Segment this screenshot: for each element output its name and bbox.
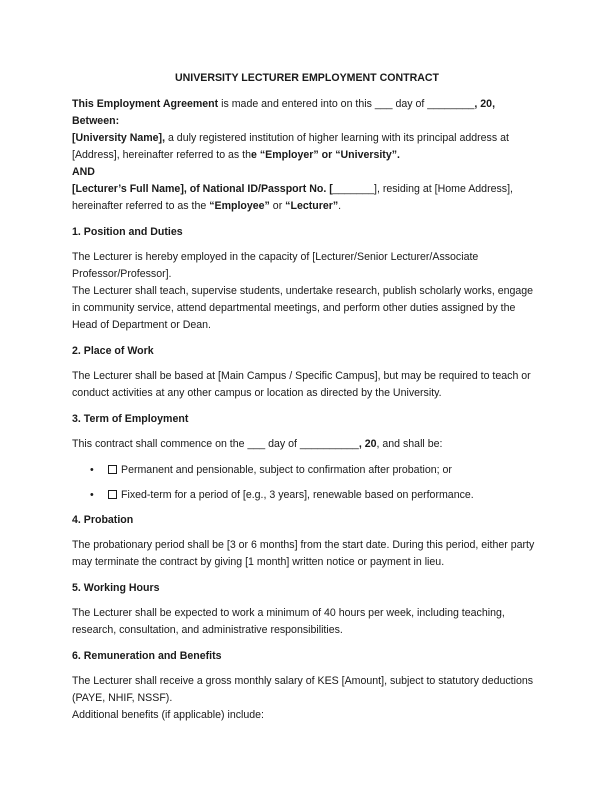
commence-end: , and shall be: [376,438,443,450]
section-5-paragraph-1: The Lecturer shall be expected to work a minimum of 40 hours per week, including teaching, research, consultation, and administrative responsibilities. [72,607,505,636]
checkbox-icon[interactable] [108,490,117,499]
section-2-paragraph-1: The Lecturer shall be based at [Main Campus / Specific Campus], but may be required to teach or conduct activities at any other campus or location as directed by the University. [72,370,531,399]
term-option-label: Permanent and pensionable, subject to confirmation after probation; or [121,464,452,476]
employer-alias: e “Employer” or “University”. [251,149,400,161]
term-options-list [72,462,542,504]
term-option-label: Fixed-term for a period of [e.g., 3 years], renewable based on performance. [121,489,474,501]
section-6-paragraph-2: Additional benefits (if applicable) include: [72,709,264,721]
section-1-paragraph-2: The Lecturer shall teach, supervise students, undertake research, publish scholarly works, engage in community service, attend departmental meetings, and perform other duties assigned by the Head of Department or Dean. [72,285,534,331]
employee-alias: “Employee” [209,200,270,212]
document-page [72,70,542,724]
term-option-fixed [72,487,542,504]
section-4-paragraph-1: The probationary period shall be [3 or 6 months] from the start date. During this period, either party may terminate the contract by giving [1 month] written notice or payment in lieu. [72,539,535,568]
section-6-heading: 6. Remuneration and Benefits [72,650,222,662]
section-5-heading: 5. Working Hours [72,582,160,594]
employee-end: . [338,200,342,212]
checkbox-icon[interactable] [108,465,117,474]
bullet-icon: • [90,489,94,501]
agreement-date-text: is made and entered into on this ___ day of ________ [218,98,475,110]
commence-year: , 20 [358,438,377,450]
agreement-label: This Employment Agreement [72,98,219,110]
employee-description: _______], residing at [Home Address], hereinafter referred to as the [72,183,513,212]
lecturer-alias: “Lecturer” [285,200,339,212]
commence-text: This contract shall commence on the ___ day of __________ [72,438,359,450]
section-3-paragraph-1 [72,436,542,453]
lecturer-name: [Lecturer’s Full Name], of National ID/Passport No. [ [72,183,333,195]
employer-party [72,130,542,164]
section-2-heading: 2. Place of Work [72,345,154,357]
section-3-heading: 3. Term of Employment [72,413,189,425]
employee-party [72,181,542,215]
and-label: AND [72,166,95,178]
between-label: Between: [72,115,120,127]
section-1-paragraph-1: The Lecturer is hereby employed in the capacity of [Lecturer/Senior Lecturer/Associate Professor/Professor]. [72,251,479,280]
agreement-year: , 20, [474,98,496,110]
alias-or: or [269,200,286,212]
term-option-permanent [72,462,542,479]
section-1-heading: 1. Position and Duties [72,226,183,238]
agreement-date-line [72,96,542,113]
section-6-paragraph-1: The Lecturer shall receive a gross monthly salary of KES [Amount], subject to statutory deductions (PAYE, NHIF, NSSF). [72,675,534,704]
document-title: UNIVERSITY LECTURER EMPLOYMENT CONTRACT [174,72,440,84]
bullet-icon: • [90,464,94,476]
employer-description: a duly registered institution of higher learning with its principal address at [Address], hereinafter referred to as th [72,132,509,161]
section-4-heading: 4. Probation [72,514,134,526]
university-name: [University Name], [72,132,166,144]
